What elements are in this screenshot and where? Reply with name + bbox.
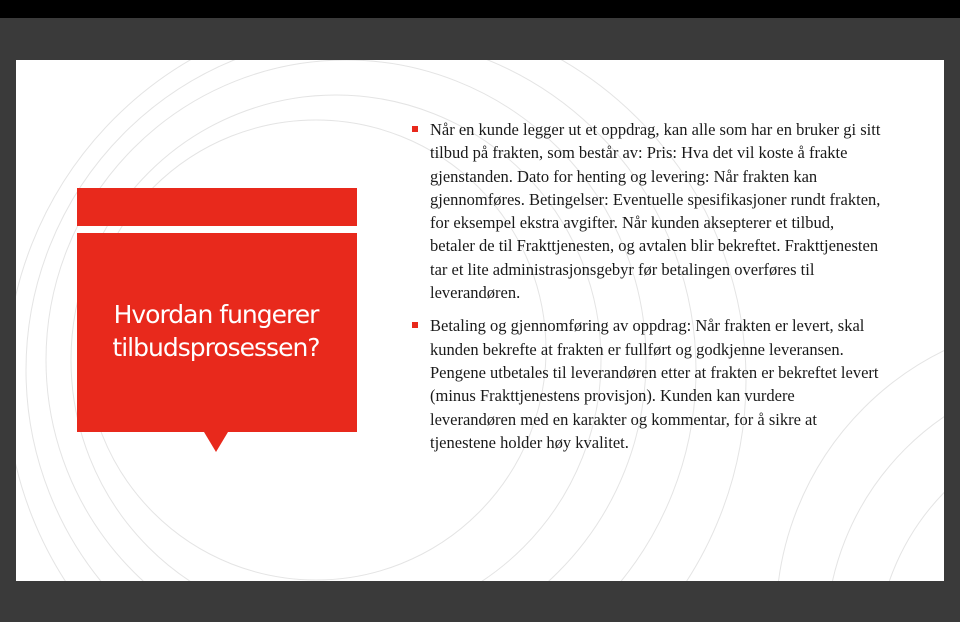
bullet-text: Når en kunde legger ut et oppdrag, kan alle som har en bruker gi sitt tilbud på frakten, som består av: Pris: Hva det vil koste å frakte gjenstanden. Dato for henting og levering: Når frakten kan gjennomføres. Betingelser: Eventuelle spesifikasjoner rundt frakten, for eksempel ekstra avgifter. Når kunden aksepterer et tilbud, betaler de til Frakttjenesten, og avtalen blir bekreftet. Frakttjenesten tar et lite administrasjonsgebyr før betalingen overføres til leverandøren.	[430, 120, 881, 303]
slide-title: Hvordan fungerer tilbudsprosessen?	[112, 300, 320, 362]
square-bullet-icon	[412, 126, 418, 132]
callout-pointer	[204, 432, 228, 452]
bullet-list	[412, 118, 882, 464]
square-bullet-icon	[412, 322, 418, 328]
bullet-text: Betaling og gjennomføring av oppdrag: Når frakten er levert, skal kunden bekrefte at frakten er fullført og godkjenne leveransen. Pengene utbetales til leverandøren etter at frakten er bekreftet levert (minus Frakttjenestens provisjon). Kunden kan vurdere leverandøren med en karakter og kommentar, for å sikre at tjenestene holder høy kvalitet.	[430, 316, 879, 452]
window-bottom-bar	[0, 581, 960, 622]
window-top-bar	[0, 0, 960, 18]
presentation-slide	[16, 60, 944, 581]
accent-bar	[77, 188, 357, 226]
bullet-item	[412, 118, 882, 304]
bullet-item	[412, 314, 882, 454]
